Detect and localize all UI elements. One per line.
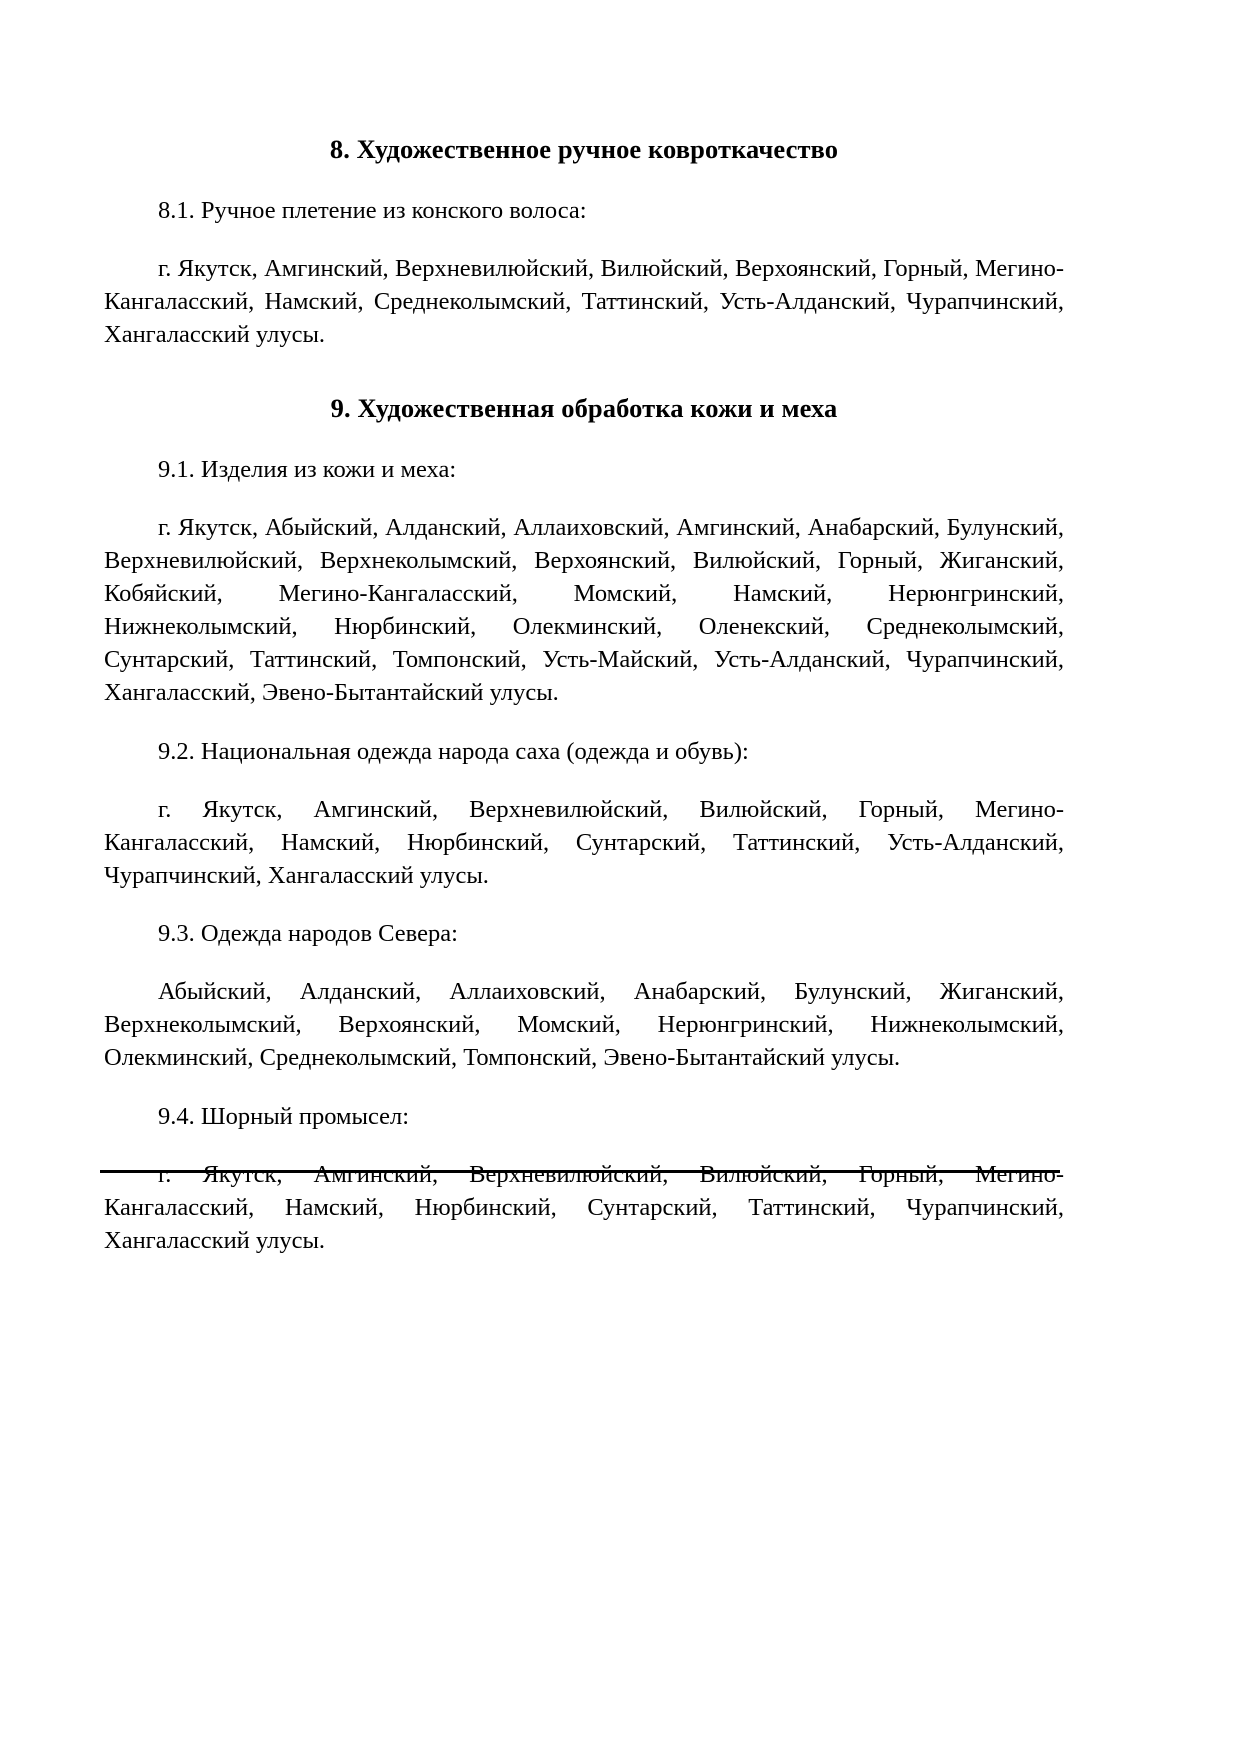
subsection-label-9-3: 9.3. Одежда народов Севера: xyxy=(158,920,458,948)
spacer xyxy=(104,1075,1064,1101)
spacer xyxy=(104,1133,1064,1159)
subsection-label-9-2: 9.2. Национальная одежда народа саха (одежда и обувь): xyxy=(158,737,749,765)
section-heading-9: 9. Художественная обработка кожи и меха xyxy=(330,392,838,423)
region-list-9-2: г. Якутск, Амгинский, Верхневилюйский, Вилюйский, Горный, Мегино-Кангаласский, Намский, Нюрбинский, Сунтарский, Таттинский, Усть-Алданский, Чурапчинский, Хангаласский улусы. xyxy=(104,795,1064,889)
spacer xyxy=(104,424,1064,454)
subsection-label-9-1: 9.1. Изделия из кожи и меха: xyxy=(158,456,457,484)
region-list-9-4: г. Якутск, Амгинский, Верхневилюйский, Вилюйский, Горный, Мегино-Кангаласский, Намский, Нюрбинский, Сунтарский, Таттинский, Чурапчинский, Хангаласский улусы. xyxy=(104,1160,1064,1254)
footer-divider-wrap xyxy=(100,1170,1060,1173)
region-list-8-1: г. Якутск, Амгинский, Верхневилюйский, Вилюйский, Верхоянский, Горный, Мегино-Кангаласский, Намский, Среднеколымский, Таттинский, Усть-Алданский, Чурапчинский, Хангаласский улусы. xyxy=(104,255,1064,349)
document-content xyxy=(104,0,1064,1258)
spacer xyxy=(104,710,1064,736)
spacer xyxy=(104,768,1064,794)
footer-divider xyxy=(100,1170,1060,1173)
spacer xyxy=(104,892,1064,918)
subsection-label-9-4: 9.4. Шорный промысел: xyxy=(158,1103,410,1131)
spacer xyxy=(104,227,1064,253)
subsection-label-8-1: 8.1. Ручное плетение из конского волоса: xyxy=(158,197,587,225)
spacer xyxy=(104,486,1064,512)
spacer xyxy=(104,352,1064,374)
region-list-9-1: г. Якутск, Абыйский, Алданский, Аллаиховский, Амгинский, Анабарский, Булунский, Верхневилюйский, Верхнеколымский, Верхоянский, Вилюйский, Горный, Жиганский, Кобяйский, Мегино-Кангаласский, Момский, Намский, Нерюнгринский, Нижнеколымский, Нюрбинский, Олекминский, Оленекский, Среднеколымский, Сунтарский, Таттинский, Томпонский, Усть-Майский, Усть-Алданский, Чурапчинский, Хангаласский, Эвено-Бытантайский улусы. xyxy=(104,514,1064,706)
region-list-9-3: Абыйский, Алданский, Аллаиховский, Анабарский, Булунский, Жиганский, Верхнеколымский, Верхоянский, Момский, Нерюнгринский, Нижнеколымский, Олекминский, Среднеколымский, Томпонский, Эвено-Бытантайский улусы. xyxy=(104,978,1064,1072)
spacer xyxy=(104,165,1064,195)
section-heading-8: 8. Художественное ручное ковроткачество xyxy=(329,134,839,164)
spacer xyxy=(104,950,1064,976)
